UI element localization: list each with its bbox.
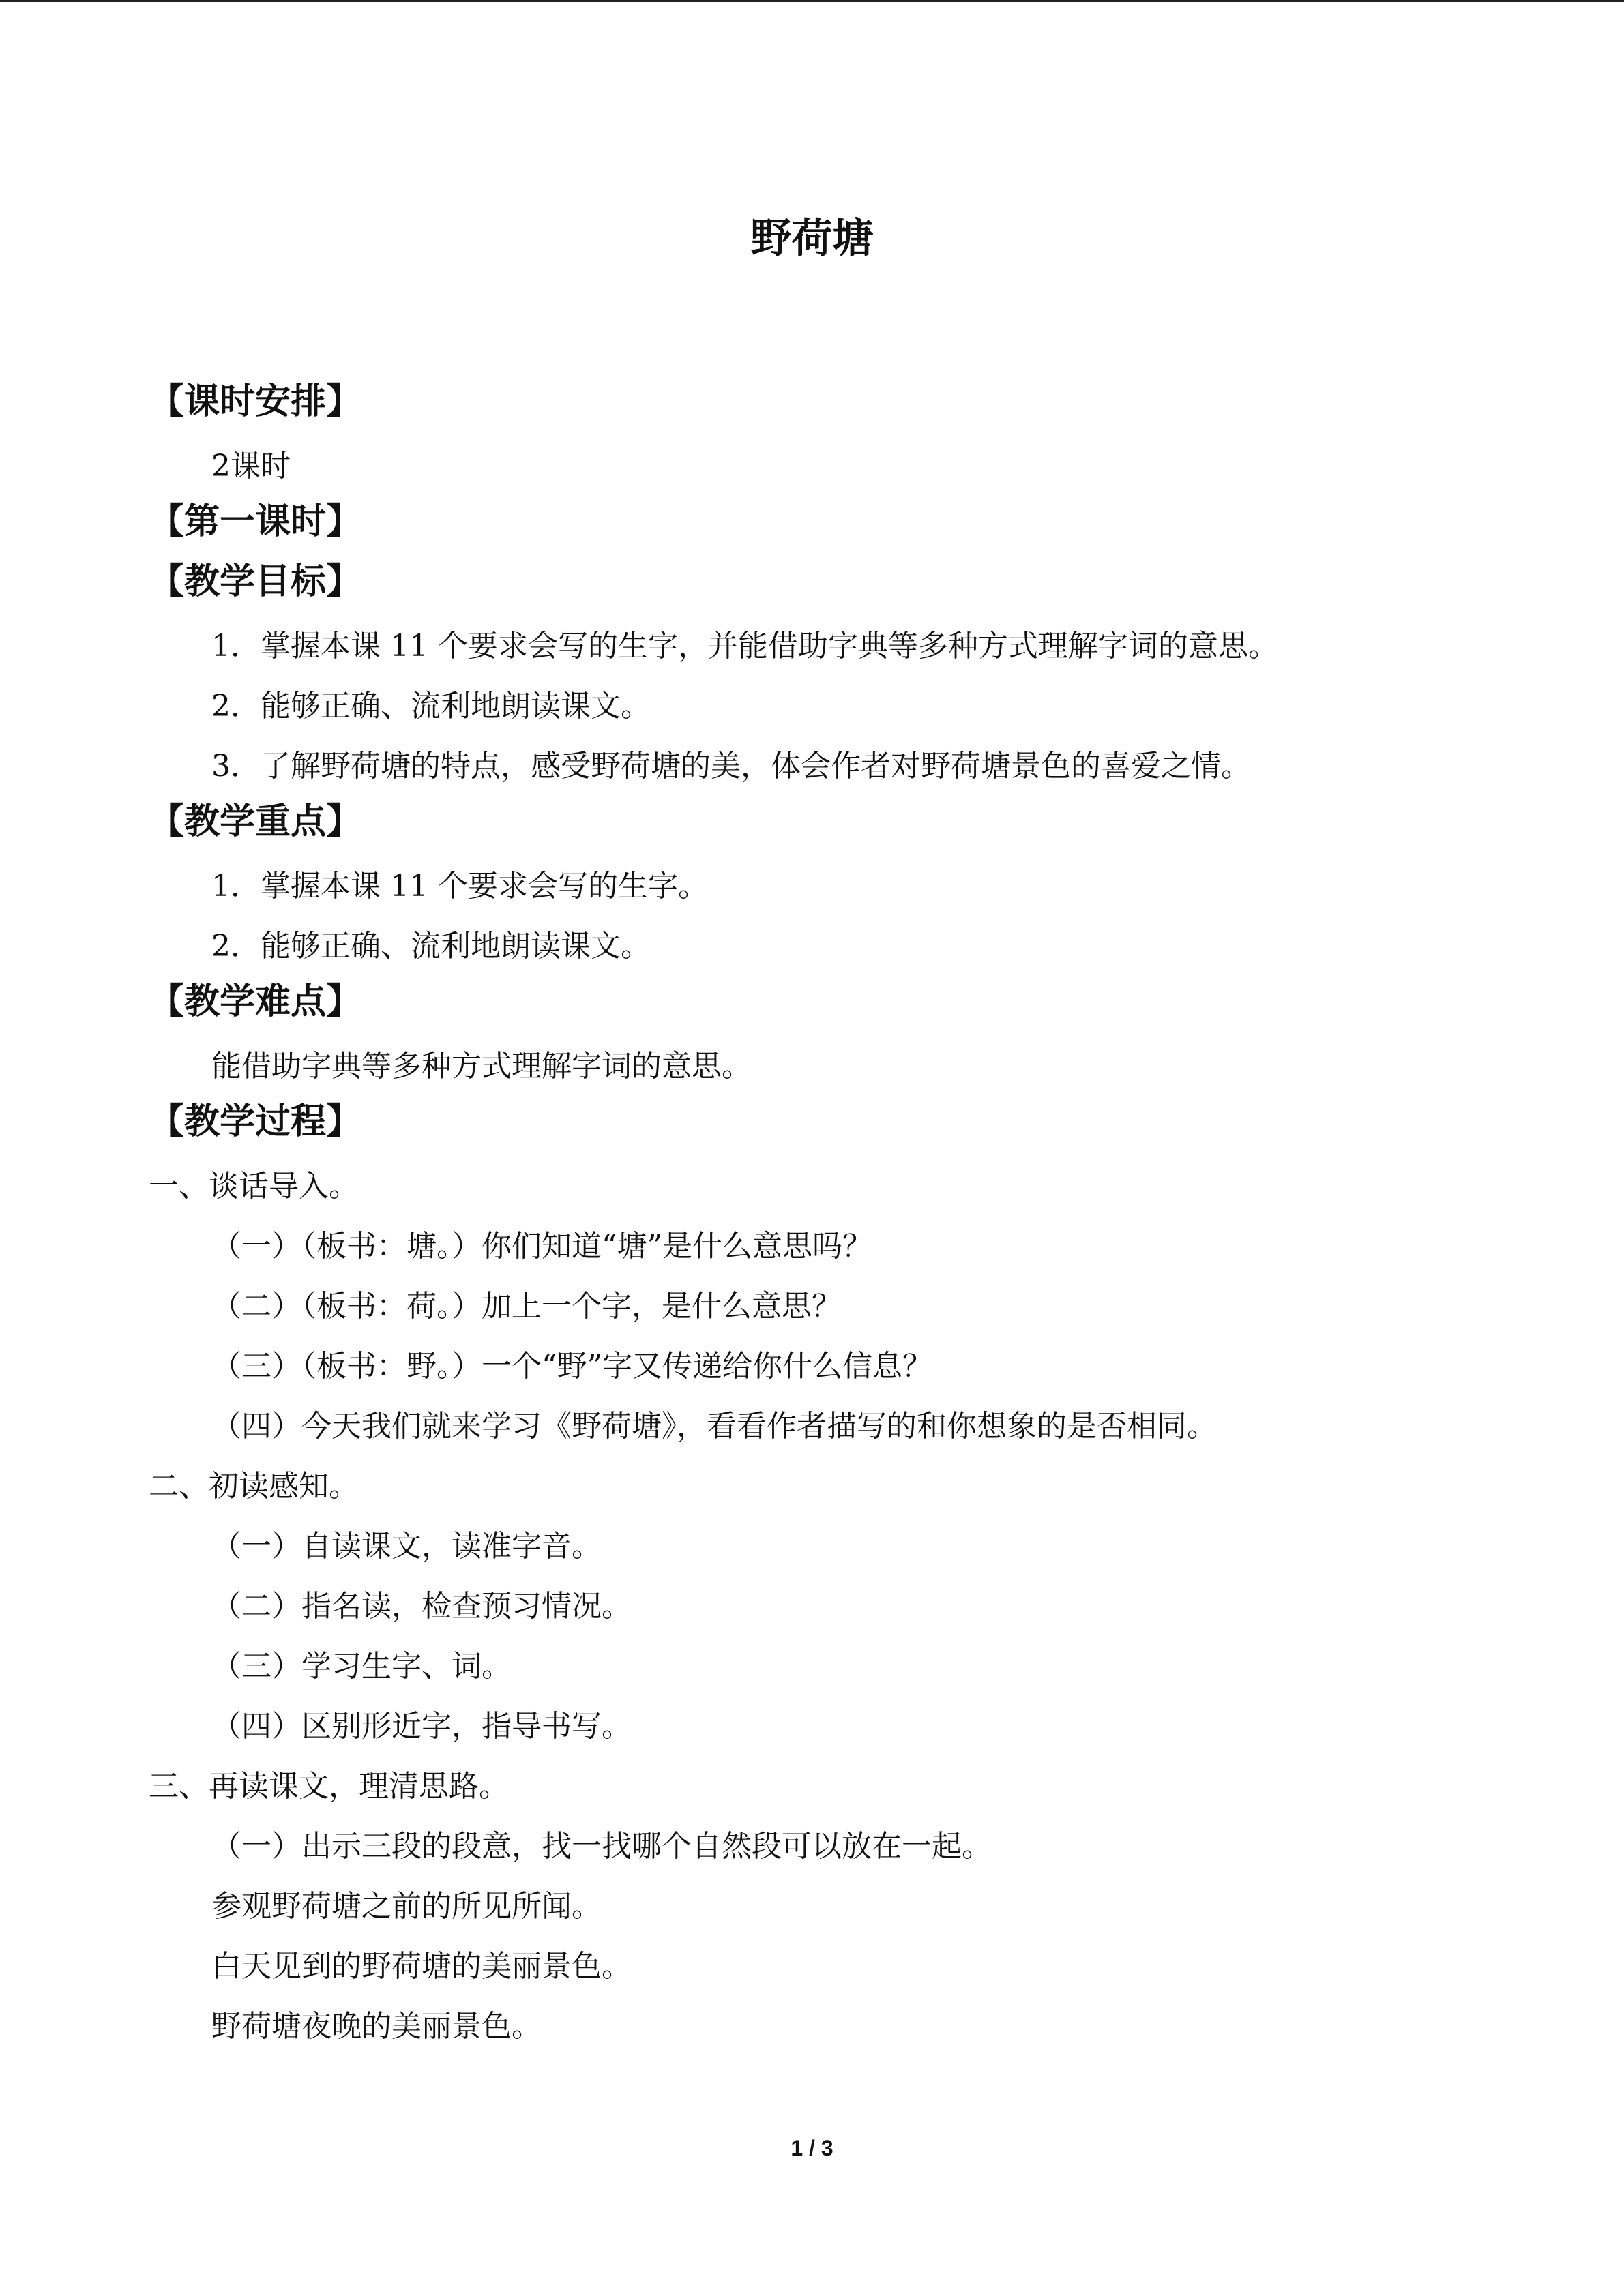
process-part-3-note-3: 野荷塘夜晚的美丽景色。: [211, 2009, 542, 2044]
process-part-3-item-1: （一）出示三段的段意，找一找哪个自然段可以放在一起。: [211, 1829, 992, 1864]
heading-key-points: 【教学重点】: [149, 801, 362, 842]
schedule-text: 2课时: [211, 449, 291, 483]
process-part-2-item-3: （三）学习生字、词。: [211, 1649, 512, 1684]
goal-item-3: 3．了解野荷塘的特点，感受野荷塘的美，体会作者对野荷塘景色的喜爱之情。: [211, 749, 1251, 784]
process-part-2-item-1: （一）自读课文，读准字音。: [211, 1529, 602, 1564]
process-part-1-item-4: （四）今天我们就来学习《野荷塘》，看看作者描写的和你想象的是否相同。: [211, 1409, 1217, 1444]
difficulties-text: 能借助字典等多种方式理解字词的意思。: [211, 1049, 752, 1084]
process-part-3-note-1: 参观野荷塘之前的所见所闻。: [211, 1889, 602, 1924]
goal-item-1: 1．掌握本课 11 个要求会写的生字，并能借助字典等多种方式理解字词的意思。: [211, 629, 1278, 664]
heading-first-lesson: 【第一课时】: [149, 501, 362, 542]
heading-process: 【教学过程】: [149, 1101, 362, 1142]
process-part-2-item-2: （二）指名读，检查预习情况。: [211, 1589, 632, 1624]
process-part-3-note-2: 白天见到的野荷塘的美丽景色。: [211, 1949, 632, 1984]
heading-goals: 【教学目标】: [149, 561, 362, 602]
process-part-1-item-3: （三）（板书：野。）一个“野”字又传递给你什么信息？: [211, 1349, 932, 1384]
process-part-2-title: 二、初读感知。: [149, 1469, 359, 1504]
heading-difficulties: 【教学难点】: [149, 981, 362, 1022]
process-part-2-item-4: （四）区别形近字，指导书写。: [211, 1709, 632, 1744]
key-point-item-1: 1．掌握本课 11 个要求会写的生字。: [211, 869, 708, 904]
process-part-1-item-1: （一）（板书：塘。）你们知道“塘”是什么意思吗？: [211, 1229, 872, 1264]
process-part-1-item-2: （二）（板书：荷。）加上一个字，是什么意思？: [211, 1289, 842, 1324]
process-part-1-title: 一、谈话导入。: [149, 1169, 359, 1204]
page-title: 野荷塘: [750, 215, 874, 263]
page-number: 1 / 3: [791, 2136, 833, 2160]
heading-schedule: 【课时安排】: [149, 381, 362, 422]
goal-item-2: 2．能够正确、流利地朗读课文。: [211, 689, 651, 724]
top-border-line: [0, 0, 1624, 2]
process-part-3-title: 三、再读课文，理清思路。: [149, 1769, 509, 1804]
key-point-item-2: 2．能够正确、流利地朗读课文。: [211, 929, 651, 964]
